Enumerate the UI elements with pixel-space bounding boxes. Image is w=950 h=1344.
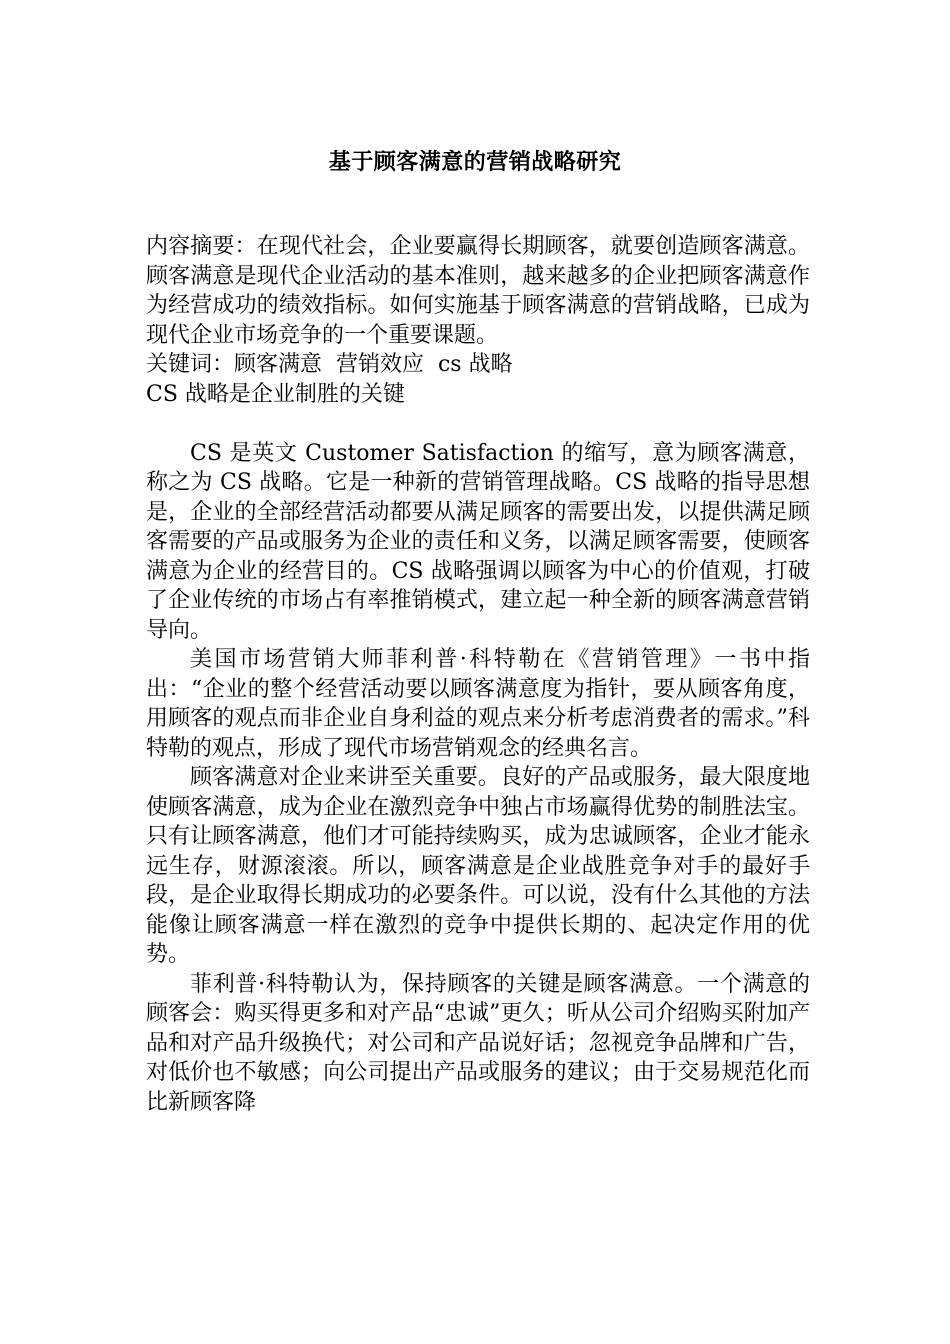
section-heading: CS 战略是企业制胜的关键 (146, 381, 405, 407)
document-title: 基于顾客满意的营销战略研究 (328, 149, 622, 175)
body-paragraph: CS 是英文 Customer Satisfaction 的缩写，意为顾客满意，称之为 CS 战略。它是一种新的营销管理战略。CS 战略的指导思想是，企业的全部经营活动都要从满足顾客的需要出发，以提供满足顾客需要的产品或服务为企业的责任和义务，以满足顾客需要，使顾客满意为企业的经营目的。CS 战略强调以顾客为中心的价值观，打破了企业传统的市场占有率推销模式，建立起一种全新的顾客满意营销导向。 (146, 440, 810, 643)
abstract-paragraph: 内容摘要：在现代社会，企业要赢得长期顾客，就要创造顾客满意。顾客满意是现代企业活动的基本准则，越来越多的企业把顾客满意作为经营成功的绩效指标。如何实施基于顾客满意的营销战略，已成为现代企业市场竞争的一个重要课题。 (146, 234, 810, 348)
document-body (146, 232, 810, 1117)
paragraph-gap (146, 409, 810, 439)
body-paragraph: 菲利普·科特勒认为，保持顾客的关键是顾客满意。一个满意的顾客会：购买得更多和对产品“忠诚”更久；听从公司介绍购买附加产品和对产品升级换代；对公司和产品说好话；忽视竞争品牌和广告，对低价也不敏感；向公司提出产品或服务的建议；由于交易规范化而比新顾客降 (146, 971, 810, 1115)
body-paragraph: 美国市场营销大师菲利普·科特勒在《营销管理》一书中指出：“企业的整个经营活动要以顾客满意度为指针，要从顾客角度，用顾客的观点而非企业自身利益的观点来分析考虑消费者的需求。”科特勒的观点，形成了现代市场营销观念的经典名言。 (146, 647, 810, 761)
keywords-line: 关键词：顾客满意 营销效应 cs 战略 (146, 352, 513, 377)
body-paragraph: 顾客满意对企业来讲至关重要。良好的产品或服务，最大限度地使顾客满意，成为企业在激烈竞争中独占市场赢得优势的制胜法宝。只有让顾客满意，他们才可能持续购买，成为忠诚顾客，企业才能永远生存，财源滚滚。所以，顾客满意是企业战胜竞争对手的最好手段，是企业取得长期成功的必要条件。可以说，没有什么其他的方法能像让顾客满意一样在激烈的竞争中提供长期的、起决定作用的优势。 (146, 765, 810, 967)
